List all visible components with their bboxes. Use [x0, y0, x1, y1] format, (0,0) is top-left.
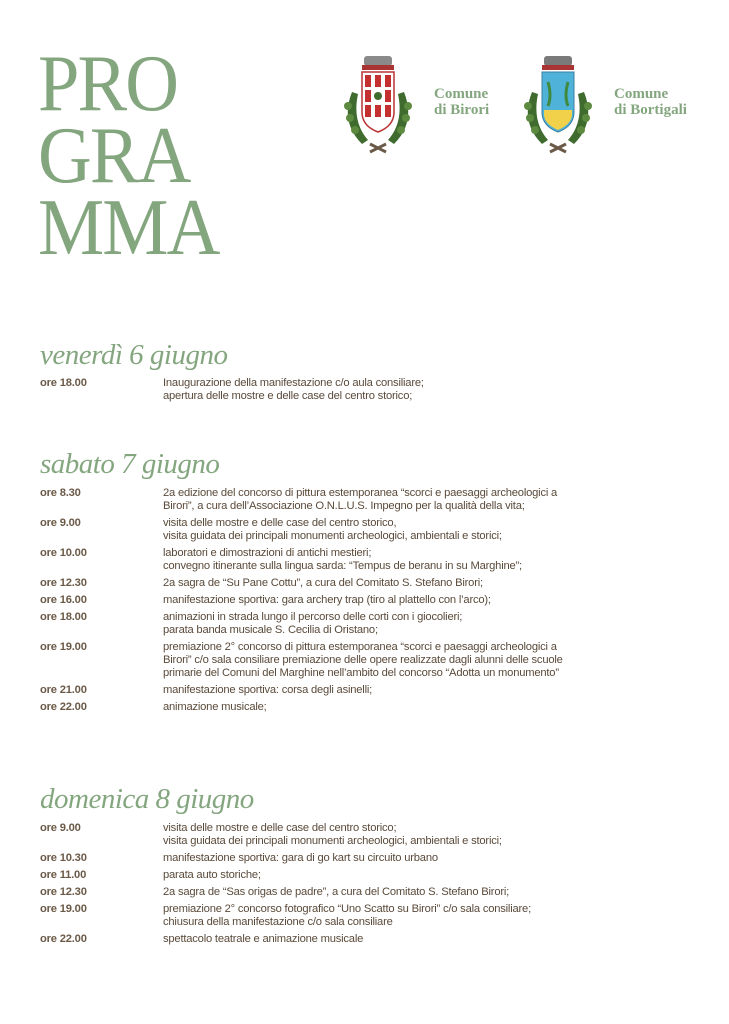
event-description-line: visita delle mostre e delle case del centro storico; [163, 822, 397, 834]
event-time: ore 19.00 [40, 641, 87, 653]
logo-label-line: di Birori [434, 102, 490, 118]
event-row [40, 886, 690, 899]
event-description-line: manifestazione sportiva: gara di go kart su circuito urbano [163, 852, 438, 864]
event-description [163, 852, 690, 865]
event-row [40, 933, 690, 946]
bortigali-coat-of-arms-icon [518, 52, 598, 156]
event-time: ore 12.30 [40, 886, 87, 898]
event-time: ore 18.00 [40, 377, 87, 389]
event-time: ore 8.30 [40, 487, 81, 499]
event-time: ore 19.00 [40, 903, 87, 915]
event-row [40, 611, 690, 637]
event-time: ore 22.00 [40, 933, 87, 945]
event-description [163, 903, 690, 929]
event-description [163, 684, 690, 697]
logo-label-line: di Bortigali [614, 102, 687, 118]
event-time: ore 21.00 [40, 684, 87, 696]
event-description-line: visita guidata dei principali monumenti archeologici, ambientali e storici; [163, 530, 502, 542]
event-description-line: spettacolo teatrale e animazione musicale [163, 933, 364, 945]
event-description-line: premiazione 2° concorso fotografico “Uno Scatto su Birori” c/o sala consiliare; [163, 903, 531, 915]
event-list [40, 487, 690, 718]
event-description [163, 577, 690, 590]
event-description [163, 822, 690, 848]
event-description [163, 611, 690, 637]
event-description [163, 594, 690, 607]
event-description [163, 641, 690, 680]
event-description [163, 701, 690, 714]
event-time: ore 11.00 [40, 869, 87, 881]
event-row [40, 594, 690, 607]
event-description-line: primarie del Comuni del Marghine nell’ambito del concorso “Adotta un monumento” [163, 667, 559, 679]
event-description-line: premiazione 2° concorso di pittura estemporanea “scorci e paesaggi archeologici a [163, 641, 557, 653]
event-time: ore 16.00 [40, 594, 87, 606]
event-description [163, 886, 690, 899]
event-description-line: parata banda musicale S. Cecilia di Oristano; [163, 624, 378, 636]
event-description-line: convegno itinerante sulla lingua sarda: “Tempus de beranu in su Marghine”; [163, 560, 522, 572]
event-description-line: apertura delle mostre e delle case del centro storico; [163, 390, 413, 402]
event-description [163, 933, 690, 946]
event-description [163, 487, 690, 513]
event-time: ore 18.00 [40, 611, 87, 623]
event-description-line: chiusura della manifestazione c/o sala consiliare [163, 916, 393, 928]
event-description-line: animazioni in strada lungo il percorso delle corti con i giocolieri; [163, 611, 463, 623]
event-time: ore 12.30 [40, 577, 87, 589]
birori-coat-of-arms-icon [338, 52, 418, 156]
event-time: ore 22.00 [40, 701, 87, 713]
title-line: PRO [38, 40, 178, 128]
event-row [40, 852, 690, 865]
event-row [40, 517, 690, 543]
event-description-line: visita delle mostre e delle case del centro storico, [163, 517, 397, 529]
event-row [40, 822, 690, 848]
logo-label-birori [434, 86, 489, 118]
event-description [163, 517, 690, 543]
event-row [40, 487, 690, 513]
event-description-line: manifestazione sportiva: gara archery trap (tiro al plattello con l’arco); [163, 594, 491, 606]
event-description [163, 377, 690, 403]
event-row [40, 684, 690, 697]
event-description-line: animazione musicale; [163, 701, 267, 713]
day-heading: venerdì 6 giugno [40, 339, 228, 371]
logo-label-line: Comune [614, 86, 669, 102]
event-time: ore 10.30 [40, 852, 87, 864]
event-row [40, 547, 690, 573]
event-description-line: laboratori e dimostrazioni di antichi mestieri; [163, 547, 372, 559]
event-description-line: visita guidata dei principali monumenti archeologici, ambientali e storici; [163, 835, 502, 847]
logo-label-bortigali [614, 86, 687, 118]
event-description-line: Birori” c/o sala consiliare premiazione delle opere realizzate dagli alunni delle scuole [163, 654, 563, 666]
event-description-line: 2a sagra de “Su Pane Cottu”, a cura del Comitato S. Stefano Birori; [163, 577, 483, 589]
day-heading: domenica 8 giugno [40, 783, 254, 815]
event-time: ore 9.00 [40, 517, 81, 529]
event-row [40, 577, 690, 590]
day-heading: sabato 7 giugno [40, 448, 220, 480]
event-description-line: manifestazione sportiva: corsa degli asinelli; [163, 684, 373, 696]
event-description-line: parata auto storiche; [163, 869, 261, 881]
event-description-line: 2a edizione del concorso di pittura estemporanea “scorci e paesaggi archeologici a [163, 487, 558, 499]
event-row [40, 903, 690, 929]
page-title [38, 40, 232, 272]
event-description-line: Birori”, a cura dell’Associazione O.N.L.U.S. Impegno per la qualità della vita; [163, 500, 525, 512]
logo-label-line: Comune [434, 86, 489, 102]
event-list [40, 377, 690, 407]
event-time: ore 9.00 [40, 822, 81, 834]
event-row [40, 377, 690, 403]
event-row [40, 869, 690, 882]
event-description-line: 2a sagra de “Sas origas de padre”, a cura del Comitato S. Stefano Birori; [163, 886, 510, 898]
event-description [163, 869, 690, 882]
title-line: MMA [38, 184, 219, 272]
event-row [40, 701, 690, 714]
event-row [40, 641, 690, 680]
title-line: GRA [38, 112, 190, 200]
event-list [40, 822, 690, 950]
event-description-line: Inaugurazione della manifestazione c/o aula consiliare; [163, 377, 424, 389]
event-description [163, 547, 690, 573]
event-time: ore 10.00 [40, 547, 87, 559]
